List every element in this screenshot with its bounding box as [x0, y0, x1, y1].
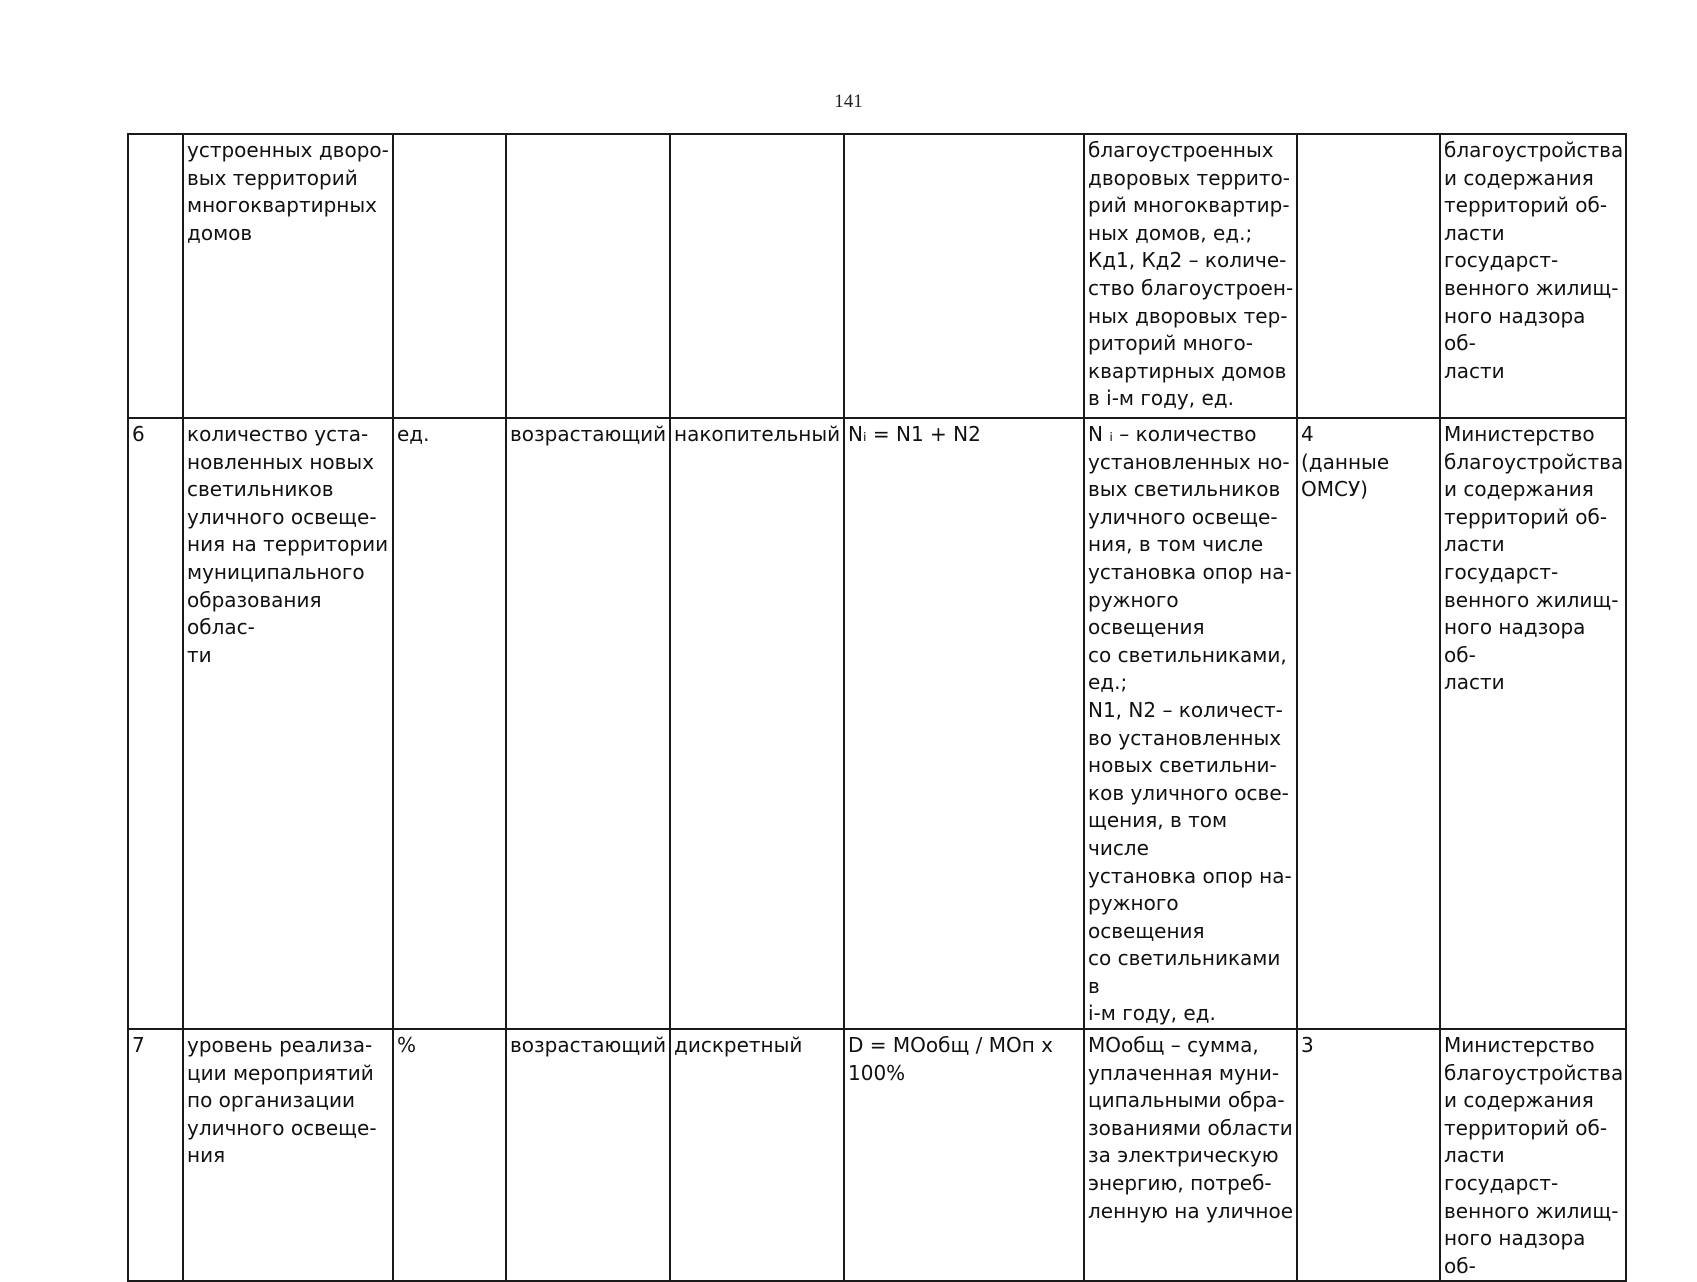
responsible-cell: благоустройства и содержания территорий об- ласти государст- венного жилищ- ного надзора об- ласти	[1440, 134, 1626, 418]
description-cell: МОобщ – сумма, уплаченная муни- ципальными обра- зованиями области за электрическую энергию, потреб- ленную на уличное	[1084, 1029, 1297, 1281]
row-number-cell: 6	[128, 418, 183, 1029]
source-cell: 4 (данные ОМСУ)	[1297, 418, 1440, 1029]
description-cell: благоустроенных дворовых террито- рий многоквартир- ных домов, ед.; Кд1, Кд2 – количе- ство благоустроен- ных дворовых тер- риторий много- квартирных домов в i-м году, ед.	[1084, 134, 1297, 418]
unit-cell: ед.	[393, 418, 506, 1029]
type-cell: дискретный	[670, 1029, 844, 1281]
formula-cell: D = МОобщ / МОп x 100%	[844, 1029, 1084, 1281]
direction-cell: возрастающий	[506, 418, 670, 1029]
direction-cell	[506, 134, 670, 418]
direction-cell: возрастающий	[506, 1029, 670, 1281]
table-row	[128, 418, 1626, 1029]
row-number-cell	[128, 134, 183, 418]
indicators-table	[127, 133, 1627, 1282]
indicator-name-cell: уровень реализа- ции мероприятий по организации уличного освеще- ния	[183, 1029, 393, 1281]
type-cell	[670, 134, 844, 418]
source-cell	[1297, 134, 1440, 418]
page-number: 141	[834, 91, 863, 112]
indicator-name-cell: устроенных дворо- вых территорий многоквартирных домов	[183, 134, 393, 418]
formula-cell: Nᵢ = N1 + N2	[844, 418, 1084, 1029]
table-row	[128, 1029, 1626, 1281]
responsible-cell: Министерство благоустройства и содержания территорий об- ласти государст- венного жилищ- ного надзора об-	[1440, 1029, 1626, 1281]
indicator-name-cell: количество уста- новленных новых светильников уличного освеще- ния на территории муниципального образования облас- ти	[183, 418, 393, 1029]
source-cell: 3	[1297, 1029, 1440, 1281]
responsible-cell: Министерство благоустройства и содержания территорий об- ласти государст- венного жилищ- ного надзора об- ласти	[1440, 418, 1626, 1029]
description-cell: N ᵢ – количество установленных но- вых светильников уличного освеще- ния, в том числе установка опор на- ружного освещения со светильниками, ед.; N1, N2 – количест- во установленных новых светильни- ков уличного осве- щения, в том числе установка опор на- ружного освещения со светильниками в i-м году, ед.	[1084, 418, 1297, 1029]
type-cell: накопительный	[670, 418, 844, 1029]
row-number-cell: 7	[128, 1029, 183, 1281]
formula-cell	[844, 134, 1084, 418]
table-row	[128, 134, 1626, 418]
unit-cell	[393, 134, 506, 418]
unit-cell: %	[393, 1029, 506, 1281]
